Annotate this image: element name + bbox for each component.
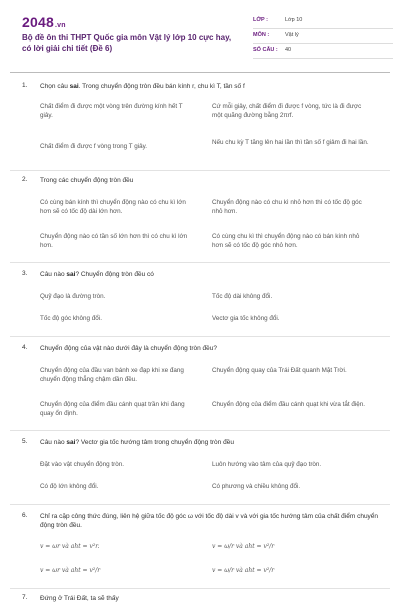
question-stem: Câu nào sai? Vectơ gia tốc hướng tâm trong chuyển động tròn đều	[40, 439, 234, 446]
meta-value: 40	[285, 47, 292, 53]
question-separator	[10, 588, 390, 589]
meta-key: MÔN :	[253, 32, 270, 38]
document-meta	[253, 14, 393, 59]
answer-option[interactable]: Quỹ đạo là đường tròn.	[40, 293, 106, 300]
question-number: 4.	[22, 344, 28, 351]
answer-option[interactable]: Chất điểm đi được một vòng trên đường kính hết T giây.	[40, 103, 183, 119]
logo-sub: .vn	[54, 22, 66, 29]
question-separator	[10, 170, 390, 171]
meta-key: SỐ CÂU :	[253, 47, 278, 53]
answer-option[interactable]: Chuyển động của đầu van bánh xe đạp khi xe đang chuyển động thẳng chậm dần đều.	[40, 367, 184, 383]
header	[0, 0, 400, 64]
answer-option[interactable]: v = ω/r và aht = v²/r	[212, 567, 275, 574]
question-stem: Câu nào sai? Chuyển động tròn đều có	[40, 271, 154, 278]
meta-value: Vật lý	[285, 32, 299, 38]
answer-option[interactable]: v = ω/r và aht = v²/r	[212, 543, 275, 550]
question-number: 1.	[22, 82, 28, 89]
question-stem: Đứng ở Trái Đất, ta sẽ thấy	[40, 595, 119, 602]
answer-option[interactable]: Chuyển động của điểm đầu cánh quạt khi vừa tắt điện.	[212, 401, 365, 408]
answer-option[interactable]: Có cùng chu kì thì chuyển động nào có bán kính nhỏ hơn sẽ có tốc độ góc nhỏ hơn.	[212, 233, 360, 249]
answer-option[interactable]: Tốc độ góc không đổi.	[40, 315, 102, 322]
answer-option[interactable]: Vectơ gia tốc không đổi.	[212, 315, 280, 322]
meta-row-class	[253, 14, 393, 29]
question-stem: Chỉ ra cặp công thức đúng, liên hệ giữa tốc độ góc ω với tốc độ dài v và với gia tốc hướng tâm của chất điểm chuyển động tròn đều.	[40, 513, 379, 529]
answer-option[interactable]: v = ωr và aht = v²/r	[40, 567, 101, 574]
question-stem: Chuyển động của vật nào dưới đây là chuyển động tròn đều?	[40, 345, 218, 352]
meta-value: Lớp 10	[285, 17, 303, 23]
question-separator	[10, 430, 390, 431]
header-divider	[10, 72, 390, 73]
answer-option[interactable]: Luôn hướng vào tâm của quỹ đạo tròn.	[212, 461, 322, 468]
question-number: 5.	[22, 438, 28, 445]
question-number: 2.	[22, 176, 28, 183]
meta-row-count	[253, 44, 393, 59]
site-logo[interactable]	[22, 14, 66, 30]
question-stem: Chọn câu sai. Trong chuyển động tròn đều bán kính r, chu kì T, tần số f	[40, 83, 245, 90]
answer-option[interactable]: Có độ lớn không đổi.	[40, 483, 99, 490]
answer-option[interactable]: Có cùng bán kính thì chuyển động nào có chu kì lớn hơn sẽ có tốc độ dài lớn hơn.	[40, 199, 186, 215]
answer-option[interactable]: Cứ mỗi giây, chất điểm đi được f vòng, tức là đi được một quãng đường bằng 2πrf.	[212, 103, 362, 119]
answer-option[interactable]: Chuyển động của điểm đầu cánh quạt trần khi đang quay ổn định.	[40, 401, 185, 417]
answer-option[interactable]: Chuyển động nào có tần số lớn hơn thì có chu kì lớn hơn.	[40, 233, 188, 249]
answer-option[interactable]: Chất điểm đi được f vòng trong T giây.	[40, 143, 148, 150]
answer-option[interactable]: Có phương và chiều không đổi.	[212, 483, 301, 490]
logo-main: 2048	[22, 14, 54, 30]
question-number: 6.	[22, 512, 28, 519]
meta-key: LỚP :	[253, 17, 268, 23]
question-number: 7.	[22, 594, 28, 601]
question-separator	[10, 504, 390, 505]
answer-option[interactable]: Chuyển động quay của Trái Đất quanh Mặt Trời.	[212, 367, 347, 374]
meta-row-subject	[253, 29, 393, 44]
question-separator	[10, 262, 390, 263]
answer-option[interactable]: Nếu chu kỳ T tăng lên hai lần thì tần số f giảm đi hai lần.	[212, 139, 369, 146]
answer-option[interactable]: Chuyển động nào có chu kì nhỏ hơn thì có tốc độ góc nhỏ hơn.	[212, 199, 362, 215]
question-stem: Trong các chuyển động tròn đều	[40, 177, 134, 184]
document-title: Bộ đề ôn thi THPT Quốc gia môn Vật lý lớp 10 cực hay, có lời giải chi tiết (Đề 6)	[22, 33, 232, 53]
question-number: 3.	[22, 270, 28, 277]
answer-option[interactable]: Tốc độ dài không đổi.	[212, 293, 273, 300]
question-separator	[10, 336, 390, 337]
answer-option[interactable]: Đặt vào vật chuyển động tròn.	[40, 461, 125, 468]
answer-option[interactable]: v = ωr và aht = v²r.	[40, 543, 100, 550]
